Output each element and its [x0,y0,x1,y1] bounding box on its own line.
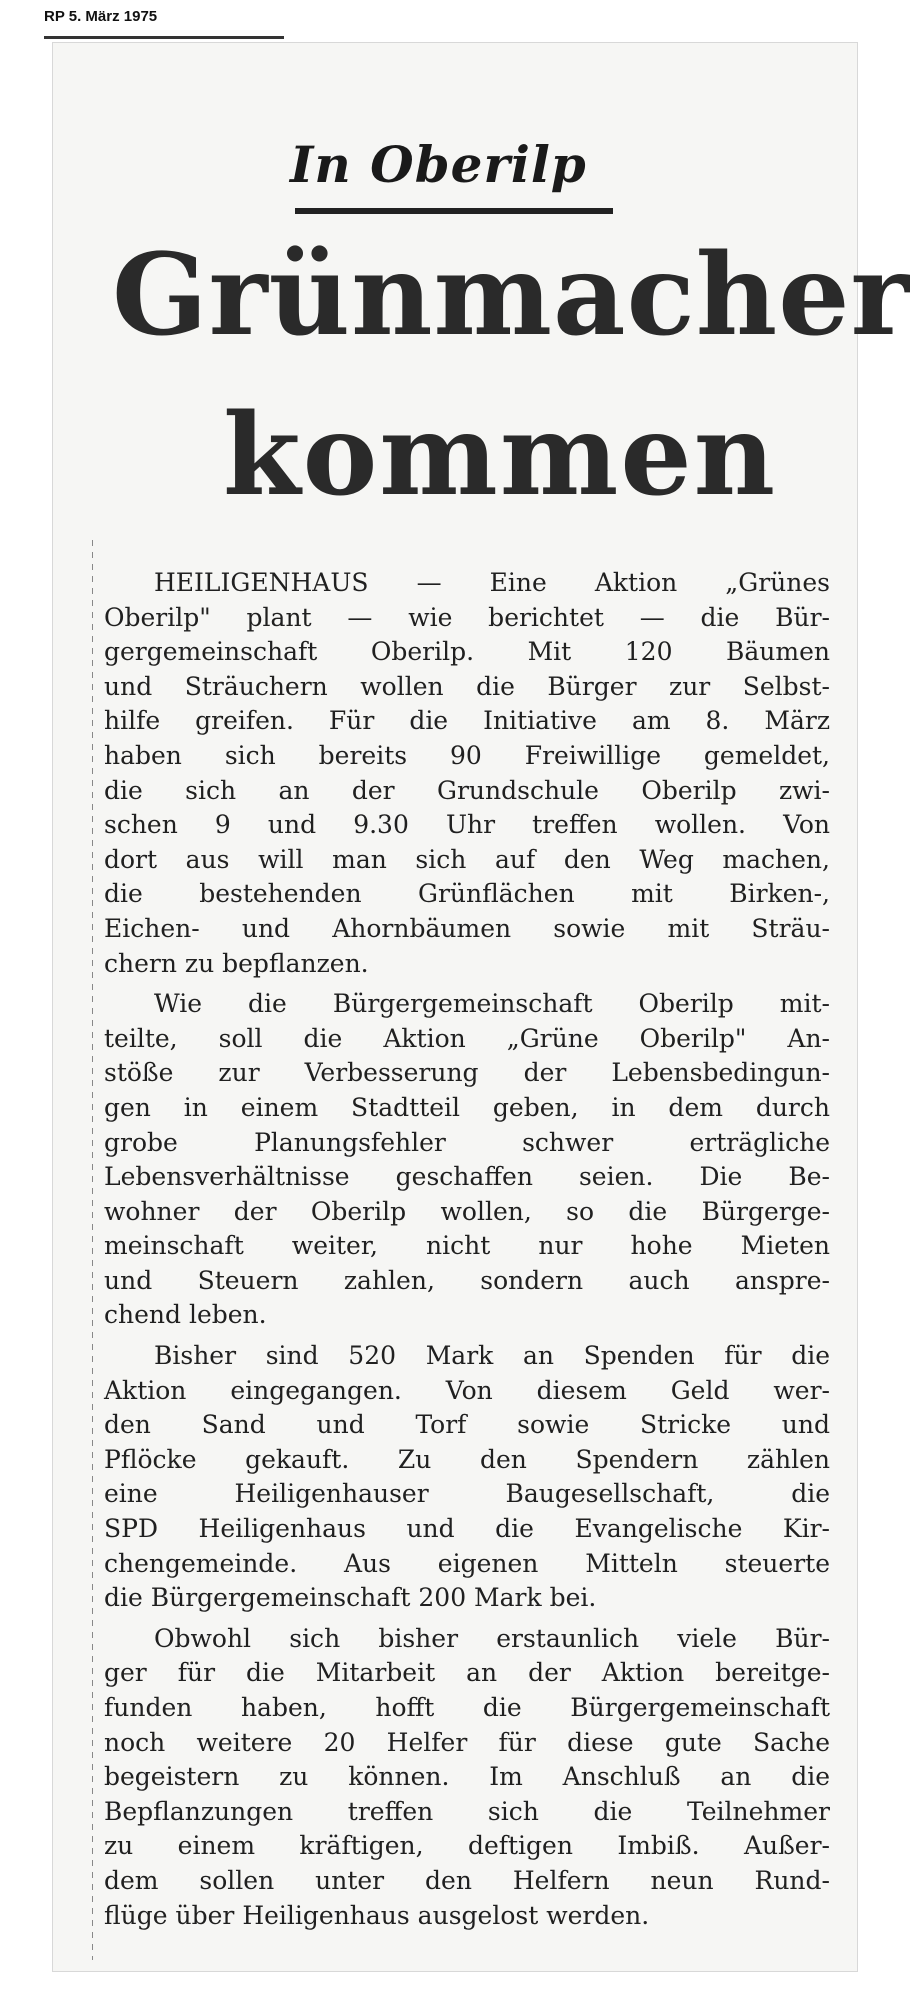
article-line: teilte, soll die Aktion „Grüne Oberilp" An- [104,1023,830,1053]
article-line: Eichen- und Ahornbäumen sowie mit Sträu- [104,913,830,943]
article-paragraph [104,987,830,1333]
article-line: chengemeinde. Aus eigenen Mitteln steuerte [104,1548,830,1578]
top-divider [44,36,284,39]
article-line: grobe Planungsfehler schwer erträgliche [104,1127,830,1157]
article-line: und Steuern zahlen, sondern auch anspre- [104,1265,830,1295]
article-line: den Sand und Torf sowie Stricke und [104,1410,830,1440]
article-line: Bisher sind 520 Mark an Spenden für die [154,1341,830,1371]
article-line: die bestehenden Grünflächen mit Birken-, [104,879,830,909]
article-line: dem sollen unter den Helfern neun Rund- [104,1865,830,1895]
article-line: haben sich bereits 90 Freiwillige gemeldet, [104,740,830,770]
article-line: SPD Heiligenhaus und die Evangelische Kir- [104,1514,830,1544]
article-line: meinschaft weiter, nicht nur hohe Mieten [104,1231,830,1261]
article-paragraph [104,1622,830,1933]
article-line: Obwohl sich bisher erstaunlich viele Bür- [154,1623,830,1653]
article-paragraph [104,1339,830,1616]
article-line: Lebensverhältnisse geschaffen seien. Die Be- [104,1162,830,1192]
article-line: chend leben. [104,1300,267,1330]
article-line: eine Heiligenhauser Baugesellschaft, die [104,1479,830,1509]
article-line: und Sträuchern wollen die Bürger zur Selbst- [104,671,830,701]
article-line: ger für die Mitarbeit an der Aktion bereitge- [104,1658,830,1688]
article-line: stöße zur Verbesserung der Lebensbedingun- [104,1058,830,1088]
article-line: funden haben, hofft die Bürgergemeinschaft [104,1693,830,1722]
article-line: gergemeinschaft Oberilp. Mit 120 Bäumen [104,637,830,667]
article-line: wohner der Oberilp wollen, so die Bürgerge- [104,1196,830,1226]
article-line: Pflöcke gekauft. Zu den Spendern zählen [104,1444,830,1474]
article-kicker: In Oberilp [290,135,587,194]
article-line: gen in einem Stadtteil geben, in dem durch [104,1092,830,1122]
article-line: begeistern zu können. Im Anschluß an die [104,1762,830,1792]
kicker-underline [295,208,613,214]
article-line: HEILIGENHAUS — Eine Aktion „Grünes [154,568,830,597]
article-line: noch weitere 20 Helfer für diese gute Sache [104,1727,830,1757]
article-line: flüge über Heiligenhaus ausgelost werden. [104,1900,650,1930]
article-line: chern zu bepflanzen. [104,948,369,978]
article-paragraph [104,566,830,981]
article-line: die sich an der Grundschule Oberilp zwi- [104,775,830,805]
headline-line-2: kommen [223,390,778,521]
column-rule [92,540,93,1960]
article-line: die Bürgergemeinschaft 200 Mark bei. [104,1583,597,1613]
article-line: schen 9 und 9.30 Uhr treffen wollen. Von [104,810,830,840]
article-line: hilfe greifen. Für die Initiative am 8. März [104,706,830,736]
article-line: Aktion eingegangen. Von diesem Geld wer- [104,1375,830,1405]
article-line: Oberilp" plant — wie berichtet — die Bür- [104,602,830,632]
article-line: Bepflanzungen treffen sich die Teilnehmer [104,1796,830,1826]
article-body [104,566,830,1933]
source-label: RP 5. März 1975 [44,8,158,25]
article-line: dort aus will man sich auf den Weg machen, [104,844,830,874]
article-line: Wie die Bürgergemeinschaft Oberilp mit- [154,989,830,1019]
headline-line-1: Grünmacher [112,230,910,361]
article-line: zu einem kräftigen, deftigen Imbiß. Außer- [104,1831,830,1861]
